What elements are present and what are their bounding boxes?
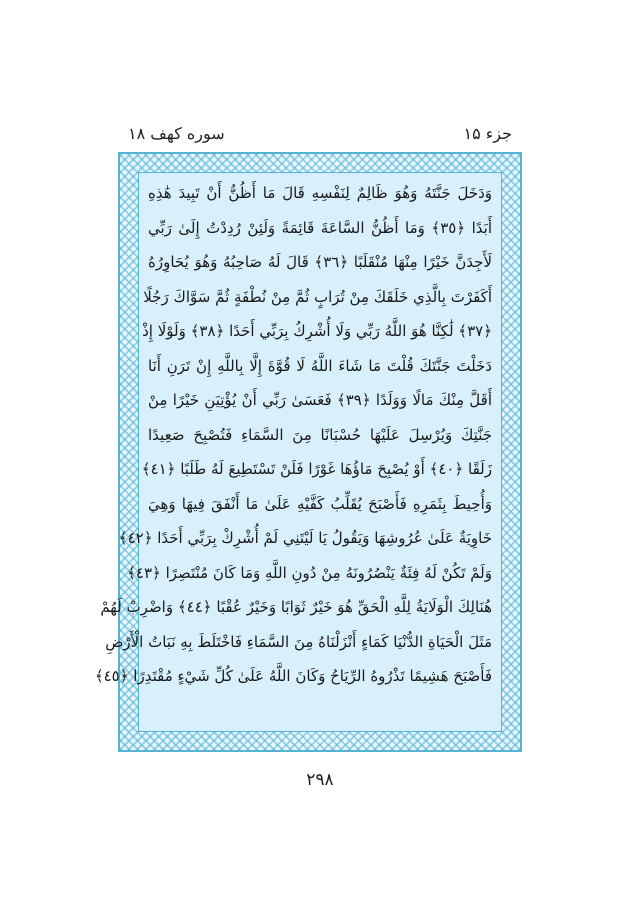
text-line: وَلَمْ تَكُنْ لَهُ فِئَةٌ يَنْصُرُونَهُ مِنْ دُونِ اللَّهِ وَمَا كَانَ مُنْتَصِرًا ﴿٤٣﴾	[127, 563, 492, 582]
page-number: ۲۹۸	[306, 770, 334, 790]
text-line: ﴿٣٧﴾ لَٰكِنَّا هُوَ اللَّهُ رَبِّي وَلَا أُشْرِكُ بِرَبِّي أَحَدًا ﴿٣٨﴾ وَلَوْلَا إِذْ	[142, 322, 492, 340]
text-line: أَبَدًا ﴿٣٥﴾ وَمَا أَظُنُّ السَّاعَةَ قَائِمَةً وَلَئِنْ رُدِدْتُ إِلَىٰ رَبِّي	[148, 218, 492, 237]
text-line: فَأَصْبَحَ هَشِيمًا تَذْرُوهُ الرِّيَاحُ وَكَانَ اللَّهُ عَلَىٰ كُلِّ شَيْءٍ مُقْتَدِرًا ﴿٤٥﴾	[94, 667, 492, 685]
text-line: زَلَقًا ﴿٤٠﴾ أَوْ يُصْبِحَ مَاؤُهَا غَوْرًا فَلَنْ تَسْتَطِيعَ لَهُ طَلَبًا ﴿٤١﴾	[141, 460, 492, 478]
text-line: أَكَفَرْتَ بِالَّذِي خَلَقَكَ مِنْ تُرَابٍ ثُمَّ مِنْ نُطْفَةٍ ثُمَّ سَوَّاكَ رَجُلًا	[143, 287, 492, 306]
text-line: لَأَجِدَنَّ خَيْرًا مِنْهَا مُنْقَلَبًا ﴿٣٦﴾ قَالَ لَهُ صَاحِبُهُ وَهُوَ يُحَاوِرُهُ	[148, 253, 492, 271]
page-header	[128, 124, 512, 150]
juz-label: جزء ۱۵	[463, 124, 512, 143]
text-line: وَدَخَلَ جَنَّتَهُ وَهُوَ ظَالِمٌ لِنَفْسِهِ قَالَ مَا أَظُنُّ أَنْ تَبِيدَ هَٰذِهِ	[148, 184, 492, 202]
text-line: أَقَلَّ مِنْكَ مَالًا وَوَلَدًا ﴿٣٩﴾ فَعَسَىٰ رَبِّي أَنْ يُؤْتِيَنِ خَيْرًا مِنْ	[148, 391, 492, 409]
text-line: وَأُحِيطَ بِثَمَرِهِ فَأَصْبَحَ يُقَلِّبُ كَفَّيْهِ عَلَىٰ مَا أَنْفَقَ فِيهَا وَهِيَ	[148, 494, 492, 513]
quran-text	[94, 176, 492, 728]
text-line: مَثَلَ الْحَيَاةِ الدُّنْيَا كَمَاءٍ أَنْزَلْنَاهُ مِنَ السَّمَاءِ فَاخْتَلَطَ بِهِ نَبَاتُ الْأَرْضِ	[105, 632, 492, 651]
text-line: هُنَالِكَ الْوَلَايَةُ لِلَّهِ الْحَقِّ هُوَ خَيْرٌ ثَوَابًا وَخَيْرٌ عُقْبًا ﴿٤٤﴾ وَاضْرِبْ لَهُمْ	[100, 598, 492, 616]
surah-label: سوره کهف ۱۸	[128, 124, 225, 143]
text-line: خَاوِيَةٌ عَلَىٰ عُرُوشِهَا وَيَقُولُ يَا لَيْتَنِي لَمْ أُشْرِكْ بِرَبِّي أَحَدًا ﴿٤٢﴾	[118, 529, 492, 547]
text-line: جَنَّتِكَ وَيُرْسِلَ عَلَيْهَا حُسْبَانًا مِنَ السَّمَاءِ فَتُصْبِحَ صَعِيدًا	[148, 425, 492, 444]
text-line: دَخَلْتَ جَنَّتَكَ قُلْتَ مَا شَاءَ اللَّهُ لَا قُوَّةَ إِلَّا بِاللَّهِ إِنْ تَرَنِ أَنَا	[148, 356, 492, 375]
